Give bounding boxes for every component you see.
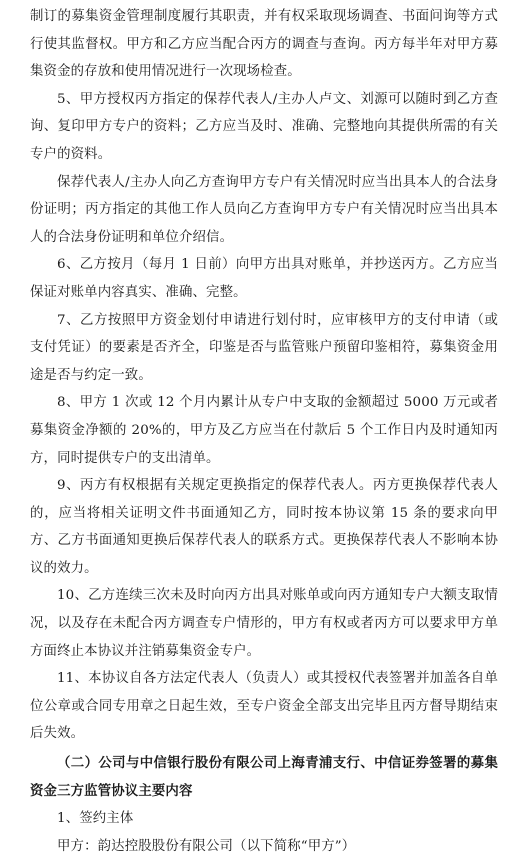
clause-9: 9、丙方有权根据有关规定更换指定的保荐代表人。丙方更换保荐代表人的，应当将相关证明文件书面通知乙方，同时按本协议第 15 条的要求向甲方、乙方书面通知更换后保荐代表人的联系方式。更换保荐代表人不影响本协议的效力。 xyxy=(30,478,498,576)
clause-5-identity: 保荐代表人/主办人向乙方查询甲方专户有关情况时应当出具本人的合法身份证明；丙方指定的其他工作人员向乙方查询甲方专户有关情况时应当出具本人的合法身份证明和单位介绍信。 xyxy=(30,174,498,245)
party-a: 甲方：韵达控股股份有限公司（以下简称“甲方”） xyxy=(57,838,356,854)
clause-5: 5、甲方授权丙方指定的保荐代表人/主办人卢文、刘源可以随时到乙方查询、复印甲方专户的资料；乙方应当及时、准确、完整地向其提供所需的有关专户的资料。 xyxy=(30,91,498,162)
clause-6: 6、乙方按月（每月 1 日前）向甲方出具对账单，并抄送丙方。乙方应当保证对账单内容真实、准确、完整。 xyxy=(30,257,498,300)
clause-7: 7、乙方按照甲方资金划付申请进行划付时，应审核甲方的支付申请（或支付凭证）的要素是否齐全，印鉴是否与监管账户预留印鉴相符，募集资金用途是否与约定一致。 xyxy=(30,312,498,383)
clause-11: 11、本协议自各方法定代表人（负责人）或其授权代表签署并加盖各自单位公章或合同专用章之日起生效，至专户资金全部支出完毕且丙方督导期结束后失效。 xyxy=(30,671,498,742)
clause-8: 8、甲方 1 次或 12 个月内累计从专户中支取的金额超过 5000 万元或者募集资金净额的 20%的，甲方及乙方应当在付款后 5 个工作日内及时通知丙方，同时提供专户的支出清单。 xyxy=(30,395,498,466)
paragraph-continuation: 制订的募集资金管理制度履行其职责，并有权采取现场调查、书面问询等方式行使其监督权。甲方和乙方应当配合丙方的调查与查询。丙方每半年对甲方募集资金的存放和使用情况进行一次现场检查。 xyxy=(30,9,498,80)
section-heading: （二）公司与中信银行股份有限公司上海青浦支行、中信证券签署的募集资金三方监管协议主要内容 xyxy=(30,755,498,799)
clause-10: 10、乙方连续三次未及时向丙方出具对账单或向丙方通知专户大额支取情况，以及存在未配合丙方调查专户情形的，甲方有权或者丙方可以要求甲方单方面终止本协议并注销募集资金专户。 xyxy=(30,588,498,659)
subsection-parties: 1、签约主体 xyxy=(57,811,134,827)
